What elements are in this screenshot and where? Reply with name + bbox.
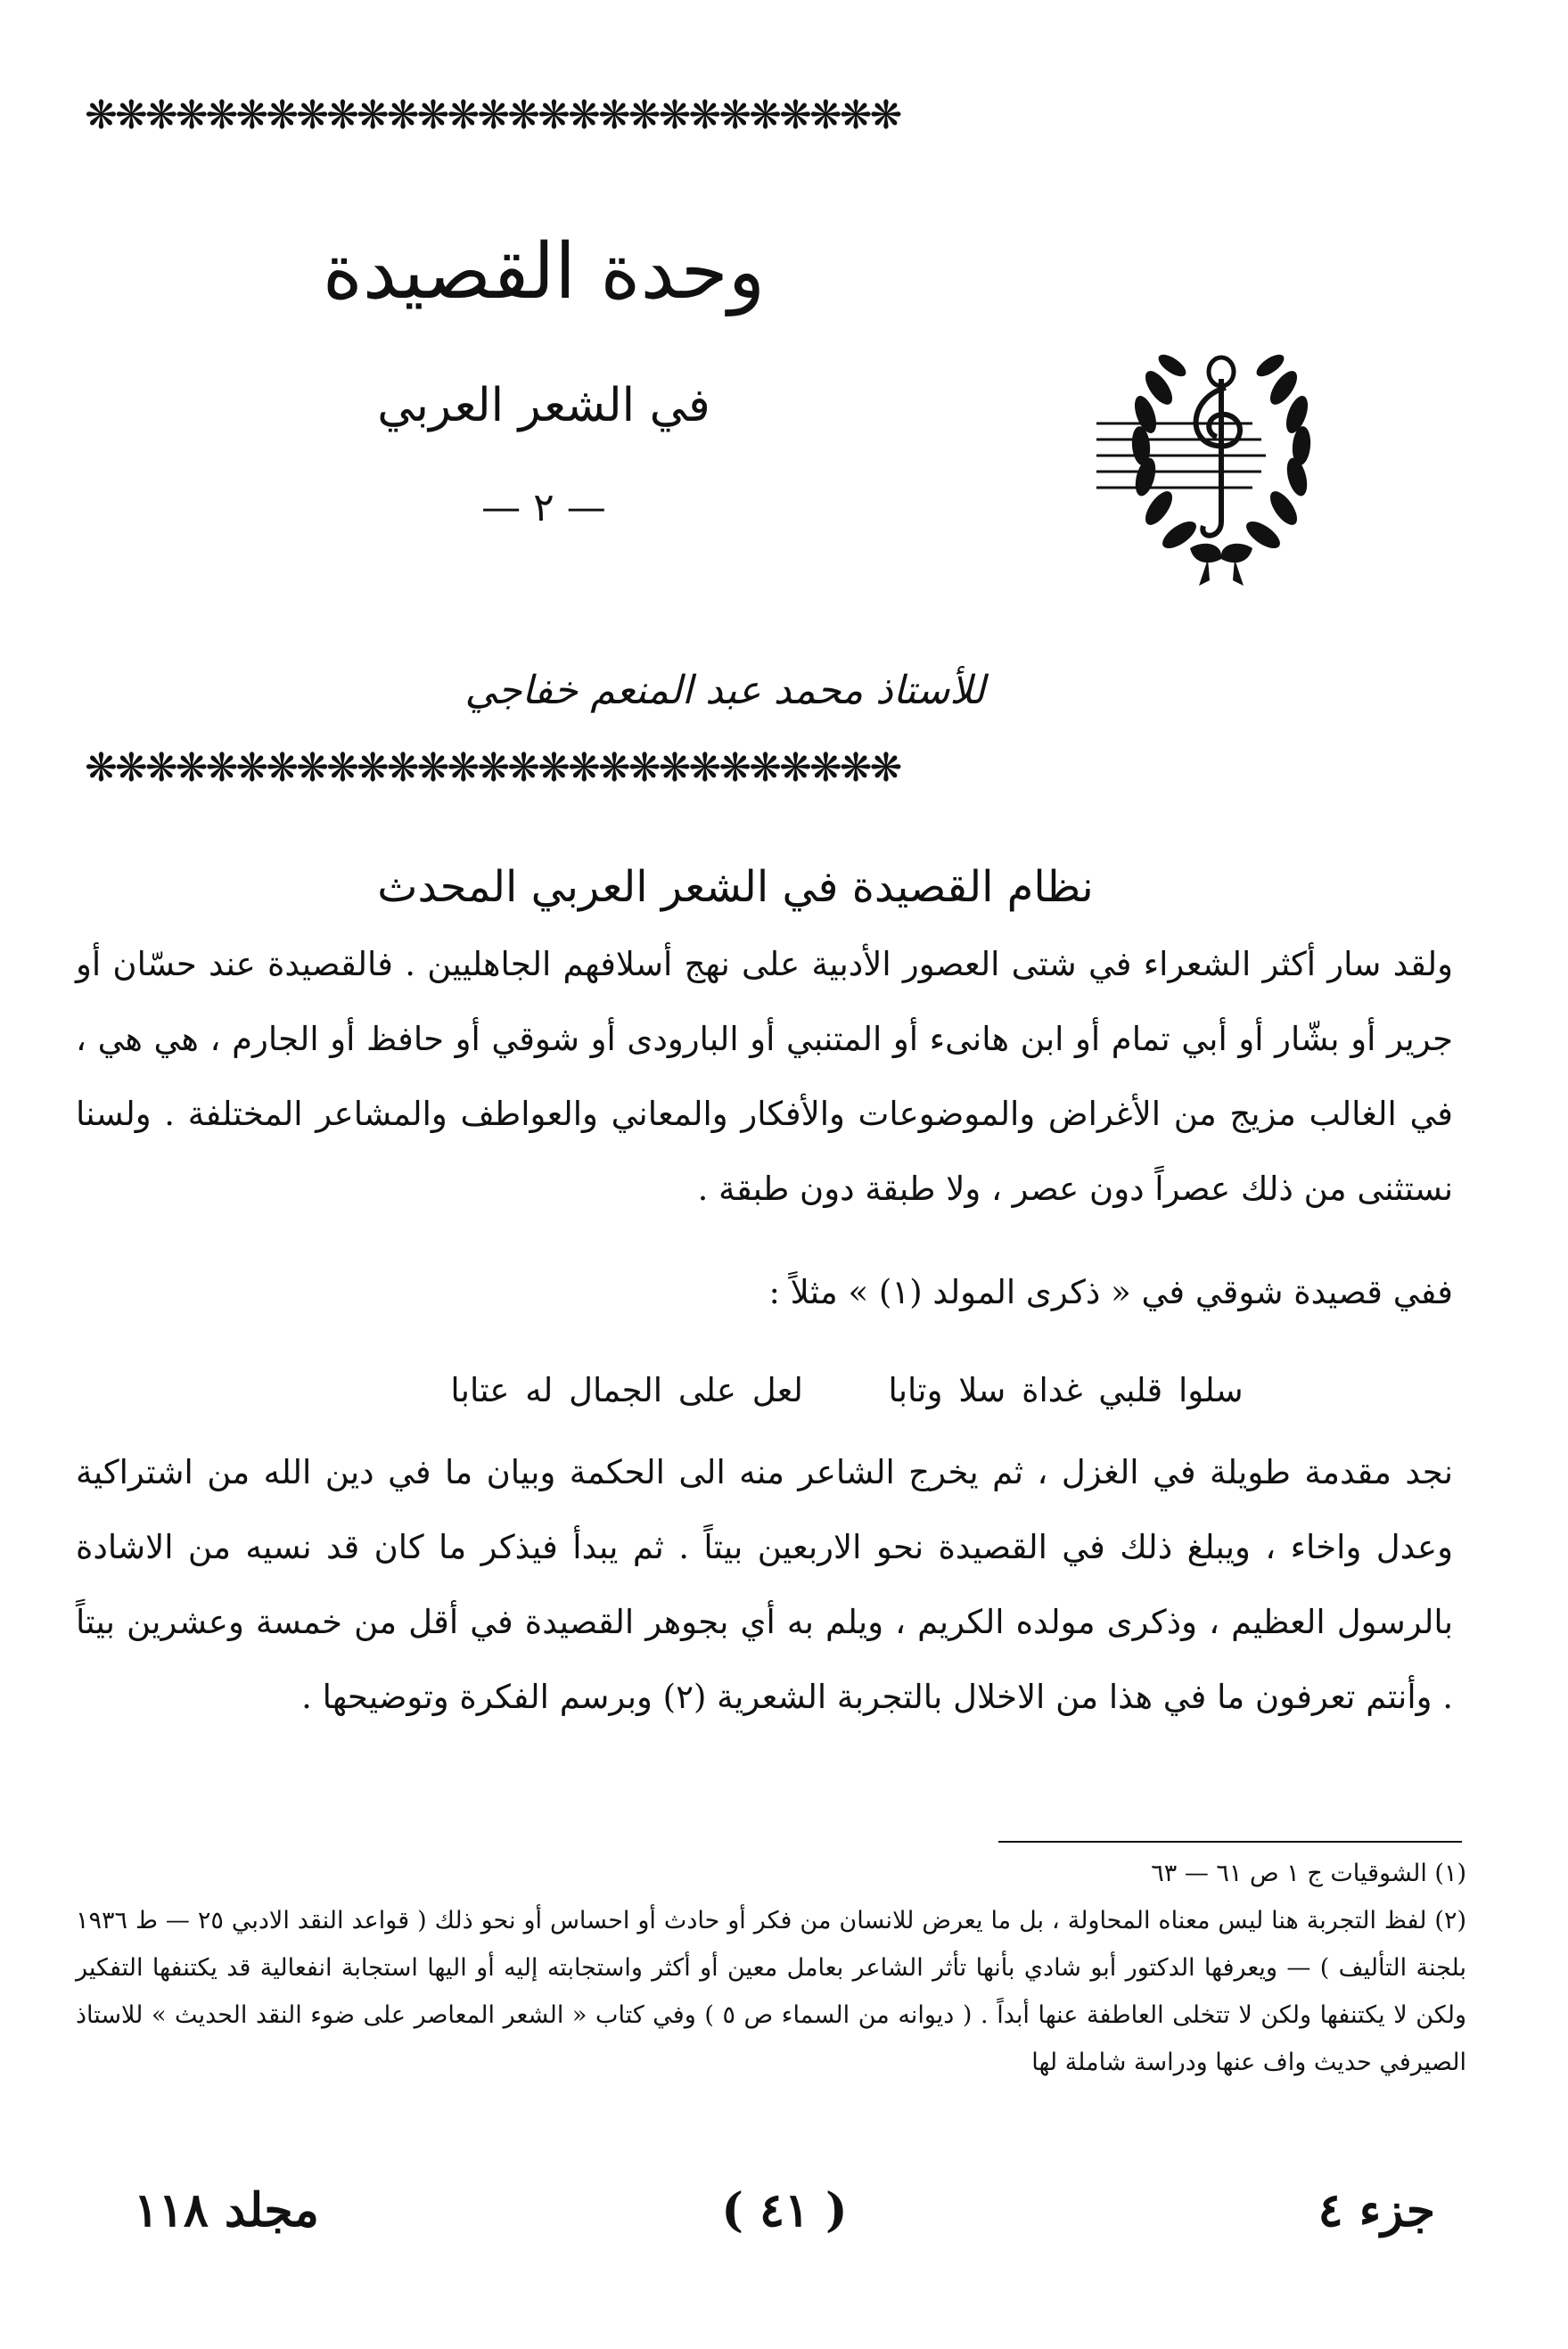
footer-volume-label: مجلد ١١٨ [134, 2183, 319, 2238]
body-paragraph-1: ولقد سار أكثر الشعراء في شتى العصور الأدبية على نهج أسلافهم الجاهليين . فالقصيدة عند حسّان أو جرير أو بشّار أو أبي تمام أو ابن هانىء أو المتنبي أو البارودى أو شوقي أو حافظ أو الجارم ، هي هي ، في الغالب مزيج من الأغراض والموضوعات والأفكار والمعاني والعواطف والمشاعر المختلفة . ولسنا نستثنى من ذلك عصراً دون عصر ، ولا طبقة دون طبقة . [76, 945, 1453, 1208]
footnote-1: (١) الشوقيات ج ١ ص ٦١ — ٦٣ [1151, 1860, 1466, 1887]
article-subtitle: في الشعر العربي [377, 379, 710, 432]
wreath-lyre-emblem-icon [1074, 325, 1368, 593]
footer-part-label: جزء ٤ [1318, 2183, 1435, 2238]
body-paragraph-3: نجد مقدمة طويلة في الغزل ، ثم يخرج الشاعر منه الى الحكمة وبيان ما في دين الله من اشتراكية وعدل واخاء ، ويبلغ ذلك في القصيدة نحو الاربعين بيتاً . ثم يبدأ فيذكر ما كان قد نسيه من الاشادة بالرسول العظيم ، وذكرى مولده الكريم ، ويلم به أي بجوهر القصيدة في أقل من خمسة وعشرين بيتاً . وأنتم تعرفون ما في هذا من الاخلال بالتجربة الشعرية (٢) وبرسم الفكرة وتوضيحها . [76, 1453, 1453, 1716]
verse-first-hemistich: سلوا قلبي غداة سلا وتابا [888, 1371, 1244, 1409]
footnote-2: (٢) لفظ التجربة هنا ليس معناه المحاولة ، بل ما يعرض للانسان من فكر أو حادث أو احساس أو نحو ذلك ( قواعد النقد الادبي ٢٥ — ط ١٩٣٦ بلجنة التأليف ) — ويعرفها الدكتور أبو شادي بأنها تأثر الشاعر بعامل معين أو أكثر واستجابته إليه أو اليها استجابة انفعالية قد يكتنفها التفكير ولكن لا يكتنفها ولكن لا تتخلى العاطفة عنها أبداً . ( ديوانه من السماء ص ٥ ) وفي كتاب « الشعر المعاصر على ضوء النقد الحديث » للاستاذ الصيرفي حديث واف عنها ودراسة شاملة لها [76, 1907, 1467, 2076]
verse-second-hemistich: لعل على الجمال له عتابا [450, 1371, 803, 1409]
poetry-verse [267, 1359, 1426, 1422]
footer-page-number: ( ٤١ ) [721, 2183, 848, 2238]
article-title: وحدة القصيدة [322, 227, 766, 316]
part-number: — ٢ — [481, 485, 606, 530]
page-footer [134, 2175, 1435, 2246]
footnote-divider [998, 1841, 1462, 1843]
footnotes [76, 1850, 1466, 2086]
section-heading: نظام القصيدة في الشعر العربي المحدث [377, 862, 1094, 912]
ornament-border-top: ❋❋❋❋❋❋❋❋❋❋❋❋❋❋❋❋❋❋❋❋❋❋❋❋❋❋❋ [85, 93, 900, 138]
author-byline: للأستاذ محمد عبد المنعم خفاجي [464, 668, 985, 713]
body-paragraph-2: ففي قصيدة شوقي في « ذكرى المولد (١) » مثلاً : [768, 1273, 1453, 1311]
ornament-border-bottom: ❋❋❋❋❋❋❋❋❋❋❋❋❋❋❋❋❋❋❋❋❋❋❋❋❋❋❋ [85, 745, 900, 791]
